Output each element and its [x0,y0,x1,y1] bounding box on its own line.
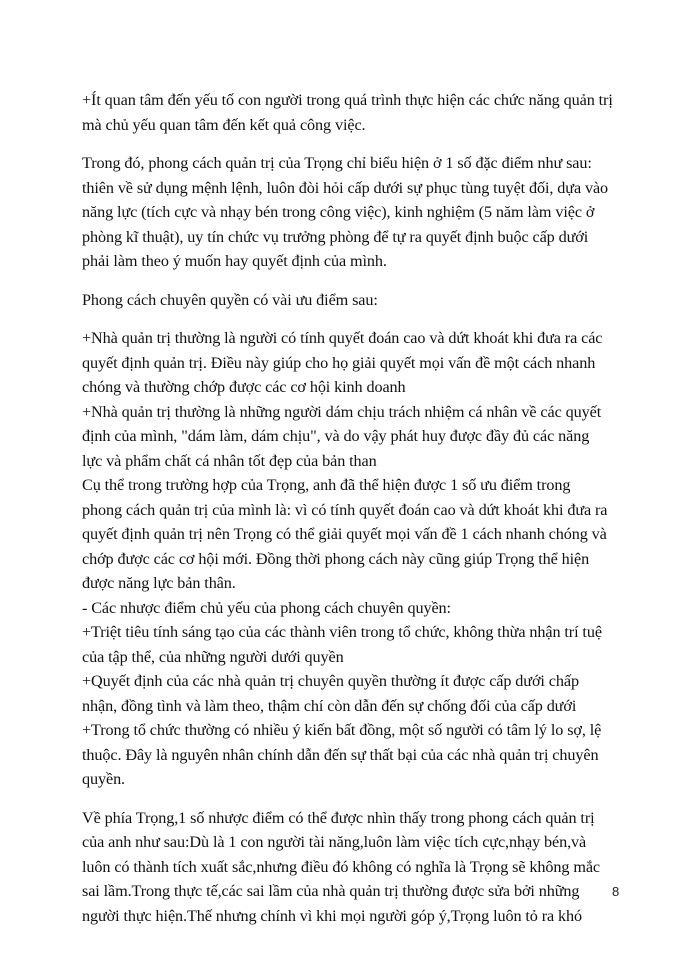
text-line: +Trong tổ chức thường có nhiều ý kiến bất đồng, một số người có tâm lý lo sợ, lệ [82,721,602,739]
paragraph-2 [82,151,622,274]
text-line: chóng và thường chớp được các cơ hội kinh doanh [82,378,406,396]
text-line: +Triệt tiêu tính sáng tạo của các thành viên trong tổ chức, không thừa nhận trí tuệ [82,623,602,641]
text-line: Về phía Trọng,1 số nhược điểm có thể được nhìn thấy trong phong cách quản trị [82,808,595,827]
text-line: định của mình, "dám làm, dám chịu", và do vậy phát huy được đầy đủ các năng [82,427,590,445]
text-line: thiên về sử dụng mệnh lệnh, luôn đòi hỏi cấp dưới sự phục tùng tuyệt đối, dựa vào [82,178,609,197]
text-line: Cụ thể trong trường hợp của Trọng, anh đã thể hiện được 1 số ưu điểm trong [82,476,571,494]
text-line: mà chủ yếu quan tâm đến kết quả công việc. [82,115,366,134]
text-line: chớp được các cơ hội mới. Đồng thời phong cách này cũng giúp Trọng thể hiện [82,549,590,568]
document-body [82,88,622,928]
text-line: Phong cách chuyên quyền có vài ưu điểm sau: [82,290,378,309]
paragraph-4 [82,326,622,792]
text-line: phong cách quản trị của mình là: vì có tính quyết đoán cao và dứt khoát khi đưa ra [82,500,608,519]
text-line: +Quyết định của các nhà quản trị chuyên quyền thường ít được cấp dưới chấp [82,672,579,690]
paragraph-3 [82,288,622,313]
text-line: sai lầm.Trong thực tế,các sai lầm của nhà quản trị thường được sửa bởi những [82,882,580,900]
text-line: của tập thể, của những người dưới quyền [82,647,344,666]
text-line: thuộc. Đây là nguyên nhân chính dẫn đến sự thất bại của các nhà quản trị chuyên [82,745,599,764]
text-line: nhận, đồng tình và làm theo, thậm chí còn dẫn đến sự chống đối của cấp dưới [82,696,577,715]
text-line: của anh như sau:Dù là 1 con người tài năng,luôn làm việc tích cực,nhạy bén,và [82,833,587,851]
paragraph-1 [82,88,622,137]
text-line: +Nhà quản trị thường là người có tính quyết đoán cao và dứt khoát khi đưa ra các [82,329,603,347]
text-line: - Các nhược điểm chủ yếu của phong cách chuyên quyền: [82,598,451,617]
text-line: quyết định quản trị. Điều này giúp cho họ giải quyết mọi vấn đề một cách nhanh [82,353,596,372]
text-line: được năng lực bản thân. [82,574,236,592]
text-line: lực và phẩm chất cá nhân tốt đẹp của bản than [82,451,377,470]
text-line: Trong đó, phong cách quản trị của Trọng chỉ biểu hiện ở 1 số đặc điểm như sau: [82,154,592,172]
text-line: người thực hiện.Thế nhưng chính vì khi mọi người góp ý,Trọng luôn tỏ ra khó [82,906,583,925]
page-number: 8 [612,884,620,899]
text-line: năng lực (tích cực và nhạy bén trong công việc), kinh nghiệm (5 năm làm việc ở [82,203,595,221]
text-line: quyền. [82,770,126,788]
text-line: +Nhà quản trị thường là những người dám chịu trách nhiệm cá nhân về các quyết [82,402,602,421]
paragraph-5 [82,806,622,929]
text-line: luôn có thành tích xuất sắc,nhưng điều đó không có nghĩa là Trọng sẽ không mắc [82,857,600,876]
text-line: phải làm theo ý muốn hay quyết định của mình. [82,252,387,270]
text-line: +Ít quan tâm đến yếu tố con người trong quá trình thực hiện các chức năng quản trị [82,91,613,109]
text-line: quyết định quản trị nên Trọng có thể giải quyết mọi vấn đề 1 cách nhanh chóng và [82,525,607,543]
text-line: phòng kĩ thuật), uy tín chức vụ trưởng phòng để tự ra quyết định buộc cấp dưới [82,227,589,246]
